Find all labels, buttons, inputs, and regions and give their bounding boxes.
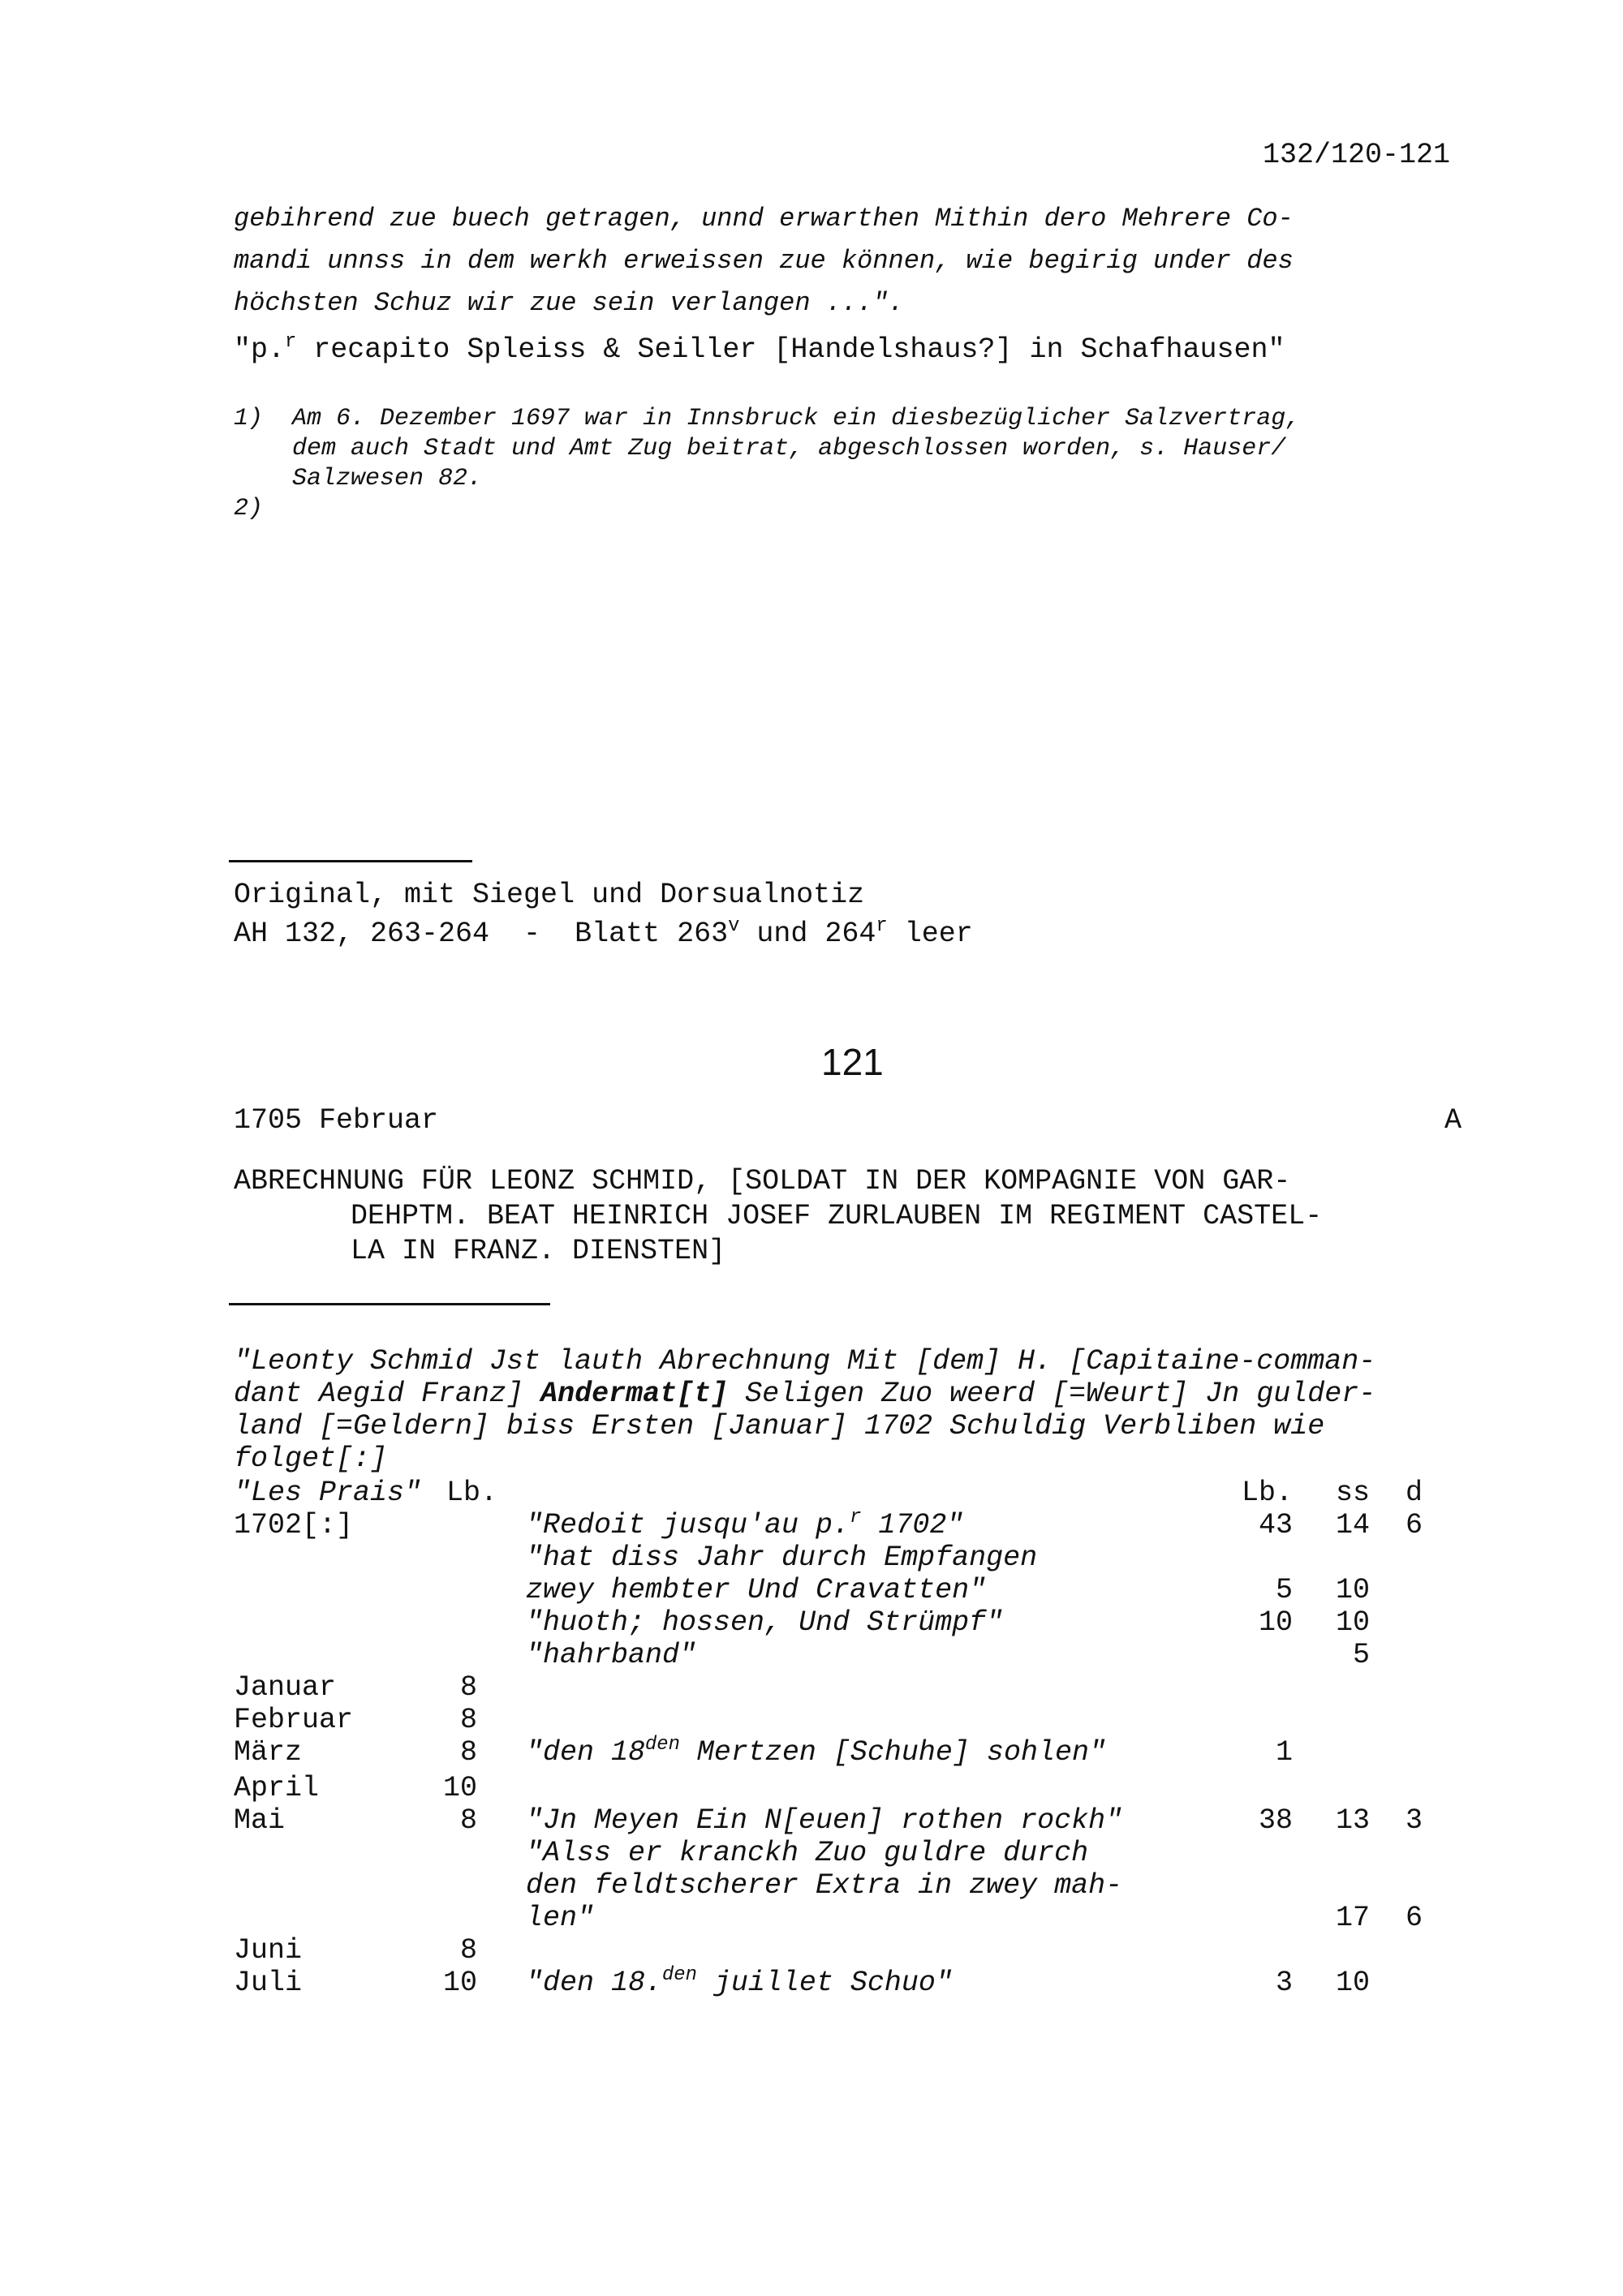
table-body (234, 1506, 1451, 2002)
row-description-text: "Redoit jusqu'au p. (526, 1509, 850, 1541)
intro-line-3: land [=Geldern] biss Ersten [Januar] 1702 Schuldig Verbliben wie (234, 1410, 1325, 1443)
document-date: 1705 Februar (234, 1104, 439, 1137)
letter-line-2: mandi unnss in dem werkh erweissen zue können, wie begirig under des (234, 246, 1294, 276)
intro-line-2: dant Aegid Franz] Andermat[t] Seligen Zuo weerd [=Weurt] Jn gulder- (234, 1378, 1376, 1410)
source-line-1: Original, mit Siegel und Dorsualnotiz (234, 879, 865, 911)
row-description-text: len" (526, 1902, 595, 1934)
document-title-line-1: ABRECHNUNG FÜR LEONZ SCHMID, [SOLDAT IN DER KOMPAGNIE VON GAR- (234, 1165, 1291, 1197)
table-row (234, 1733, 1451, 1772)
intro-line-4: folget[:] (234, 1443, 388, 1475)
row-period: 1702[:] (234, 1509, 354, 1541)
row-lb: 10 (1258, 1606, 1293, 1639)
row-description-post: juillet Schuo" (696, 1967, 953, 1999)
page-number: 132/120-121 (1263, 139, 1451, 171)
row-description-text: "hahrband" (526, 1639, 697, 1671)
row-rate: 8 (459, 1704, 477, 1736)
letter-line-3: höchsten Schuz wir zue sein verlangen ...". (234, 288, 904, 318)
row-ss: 10 (1335, 1967, 1370, 1999)
row-description (526, 1541, 1037, 1574)
source-line-2: AH 132, 263-264 - Blatt 263$^v$ und 264$^r$ leer (234, 914, 973, 950)
table-header (234, 1477, 1451, 1509)
table-row (234, 1934, 1451, 1967)
table-row (234, 1902, 1451, 1934)
row-description-post: 1702" (861, 1509, 964, 1541)
row-rate: 10 (442, 1772, 477, 1804)
row-ss: 10 (1335, 1574, 1370, 1606)
table-row (234, 1639, 1451, 1671)
row-description (526, 1574, 986, 1606)
row-ss: 10 (1335, 1606, 1370, 1639)
row-d: 6 (1405, 1902, 1423, 1934)
table-row (234, 1704, 1451, 1736)
row-d: 6 (1405, 1509, 1423, 1541)
footnote-1-line-3: Salzwesen 82. (292, 465, 483, 492)
account-table (234, 1477, 1451, 2002)
row-ss: 5 (1352, 1639, 1370, 1671)
row-description (526, 1963, 953, 1999)
row-period: März (234, 1736, 303, 1769)
row-period: Juli (234, 1967, 303, 1999)
row-period: Januar (234, 1671, 337, 1704)
title-rule (229, 1303, 550, 1305)
row-description-text: "den 18. (526, 1967, 663, 1999)
footnote-1-line-2: dem auch Stadt und Amt Zug beitrat, abgeschlossen worden, s. Hauser/ (292, 435, 1286, 462)
row-lb: 3 (1275, 1967, 1293, 1999)
header-col-ss: ss (1335, 1477, 1370, 1509)
row-description-text: den feldtscherer Extra in zwey mah- (526, 1869, 1123, 1902)
row-period: Juni (234, 1934, 303, 1967)
row-description-sup: den (645, 1733, 680, 1756)
row-rate: 8 (459, 1934, 477, 1967)
row-description (526, 1506, 964, 1541)
row-period: April (234, 1772, 320, 1804)
document-title-line-3: LA IN FRANZ. DIENSTEN] (351, 1235, 726, 1267)
row-description-post: Mertzen [Schuhe] sohlen" (679, 1736, 1106, 1769)
row-lb: 1 (1275, 1736, 1293, 1769)
row-description (526, 1837, 1088, 1869)
row-lb: 43 (1258, 1509, 1293, 1541)
row-description-text: "den 18 (526, 1736, 646, 1769)
footnote-1-line-1: Am 6. Dezember 1697 war in Innsbruck ein diesbezüglicher Salzvertrag, (292, 405, 1301, 432)
intro-line-1: "Leonty Schmid Jst lauth Abrechnung Mit [dem] H. [Capitaine-comman- (234, 1345, 1376, 1378)
header-col-lb: Lb. (1241, 1477, 1293, 1509)
row-description-text: "huoth; hossen, Und Strümpf" (526, 1606, 1004, 1639)
row-rate: 8 (459, 1736, 477, 1769)
document-number: 121 (821, 1041, 884, 1083)
row-description-text: "Jn Meyen Ein N[euen] rothen rockh" (526, 1804, 1123, 1837)
row-description (526, 1804, 1122, 1837)
row-description-text: "hat diss Jahr durch Empfangen (526, 1541, 1038, 1574)
document-marker: A (1444, 1104, 1462, 1137)
row-d: 3 (1405, 1804, 1423, 1837)
row-description-sup: den (662, 1963, 697, 1986)
row-period: Mai (234, 1804, 286, 1837)
table-row (234, 1837, 1451, 1869)
row-description (526, 1733, 1106, 1769)
row-rate: 8 (459, 1671, 477, 1704)
table-row (234, 1772, 1451, 1804)
row-ss: 17 (1335, 1902, 1370, 1934)
table-row (234, 1606, 1451, 1639)
row-description (526, 1606, 1003, 1639)
table-row (234, 1671, 1451, 1704)
row-rate: 10 (442, 1967, 477, 1999)
document-title-line-2: DEHPTM. BEAT HEINRICH JOSEF ZURLAUBEN IM REGIMENT CASTEL- (351, 1200, 1323, 1232)
letter-line-1: gebihrend zue buech getragen, unnd erwarthen Mithin dero Mehrere Co- (234, 204, 1294, 234)
table-row (234, 1963, 1451, 2002)
row-description-text: zwey hembter Und Cravatten" (526, 1574, 987, 1606)
header-lb-unit: Lb. (446, 1477, 498, 1509)
table-row (234, 1804, 1451, 1837)
row-lb: 5 (1275, 1574, 1293, 1606)
table-row (234, 1574, 1451, 1606)
table-row (234, 1506, 1451, 1541)
row-rate: 8 (459, 1804, 477, 1837)
row-period: Februar (234, 1704, 354, 1736)
row-description (526, 1869, 1122, 1902)
row-description-sup: r (850, 1506, 862, 1529)
row-description (526, 1639, 696, 1671)
table-row (234, 1541, 1451, 1574)
row-ss: 13 (1335, 1804, 1370, 1837)
table-row (234, 1869, 1451, 1902)
header-col-d: d (1405, 1477, 1423, 1509)
footnote-2-marker: 2) (234, 495, 264, 522)
address-line: "p.$^r$ recapito Spleiss & Seiller [Handelshaus?] in Schafhausen" (234, 330, 1285, 366)
footnote-1-marker: 1) (234, 405, 264, 432)
source-rule (229, 860, 472, 862)
header-label: "Les Prais" (234, 1477, 422, 1509)
row-description (526, 1902, 594, 1934)
row-description-text: "Alss er kranckh Zuo guldre durch (526, 1837, 1089, 1869)
row-lb: 38 (1258, 1804, 1293, 1837)
row-ss: 14 (1335, 1509, 1370, 1541)
